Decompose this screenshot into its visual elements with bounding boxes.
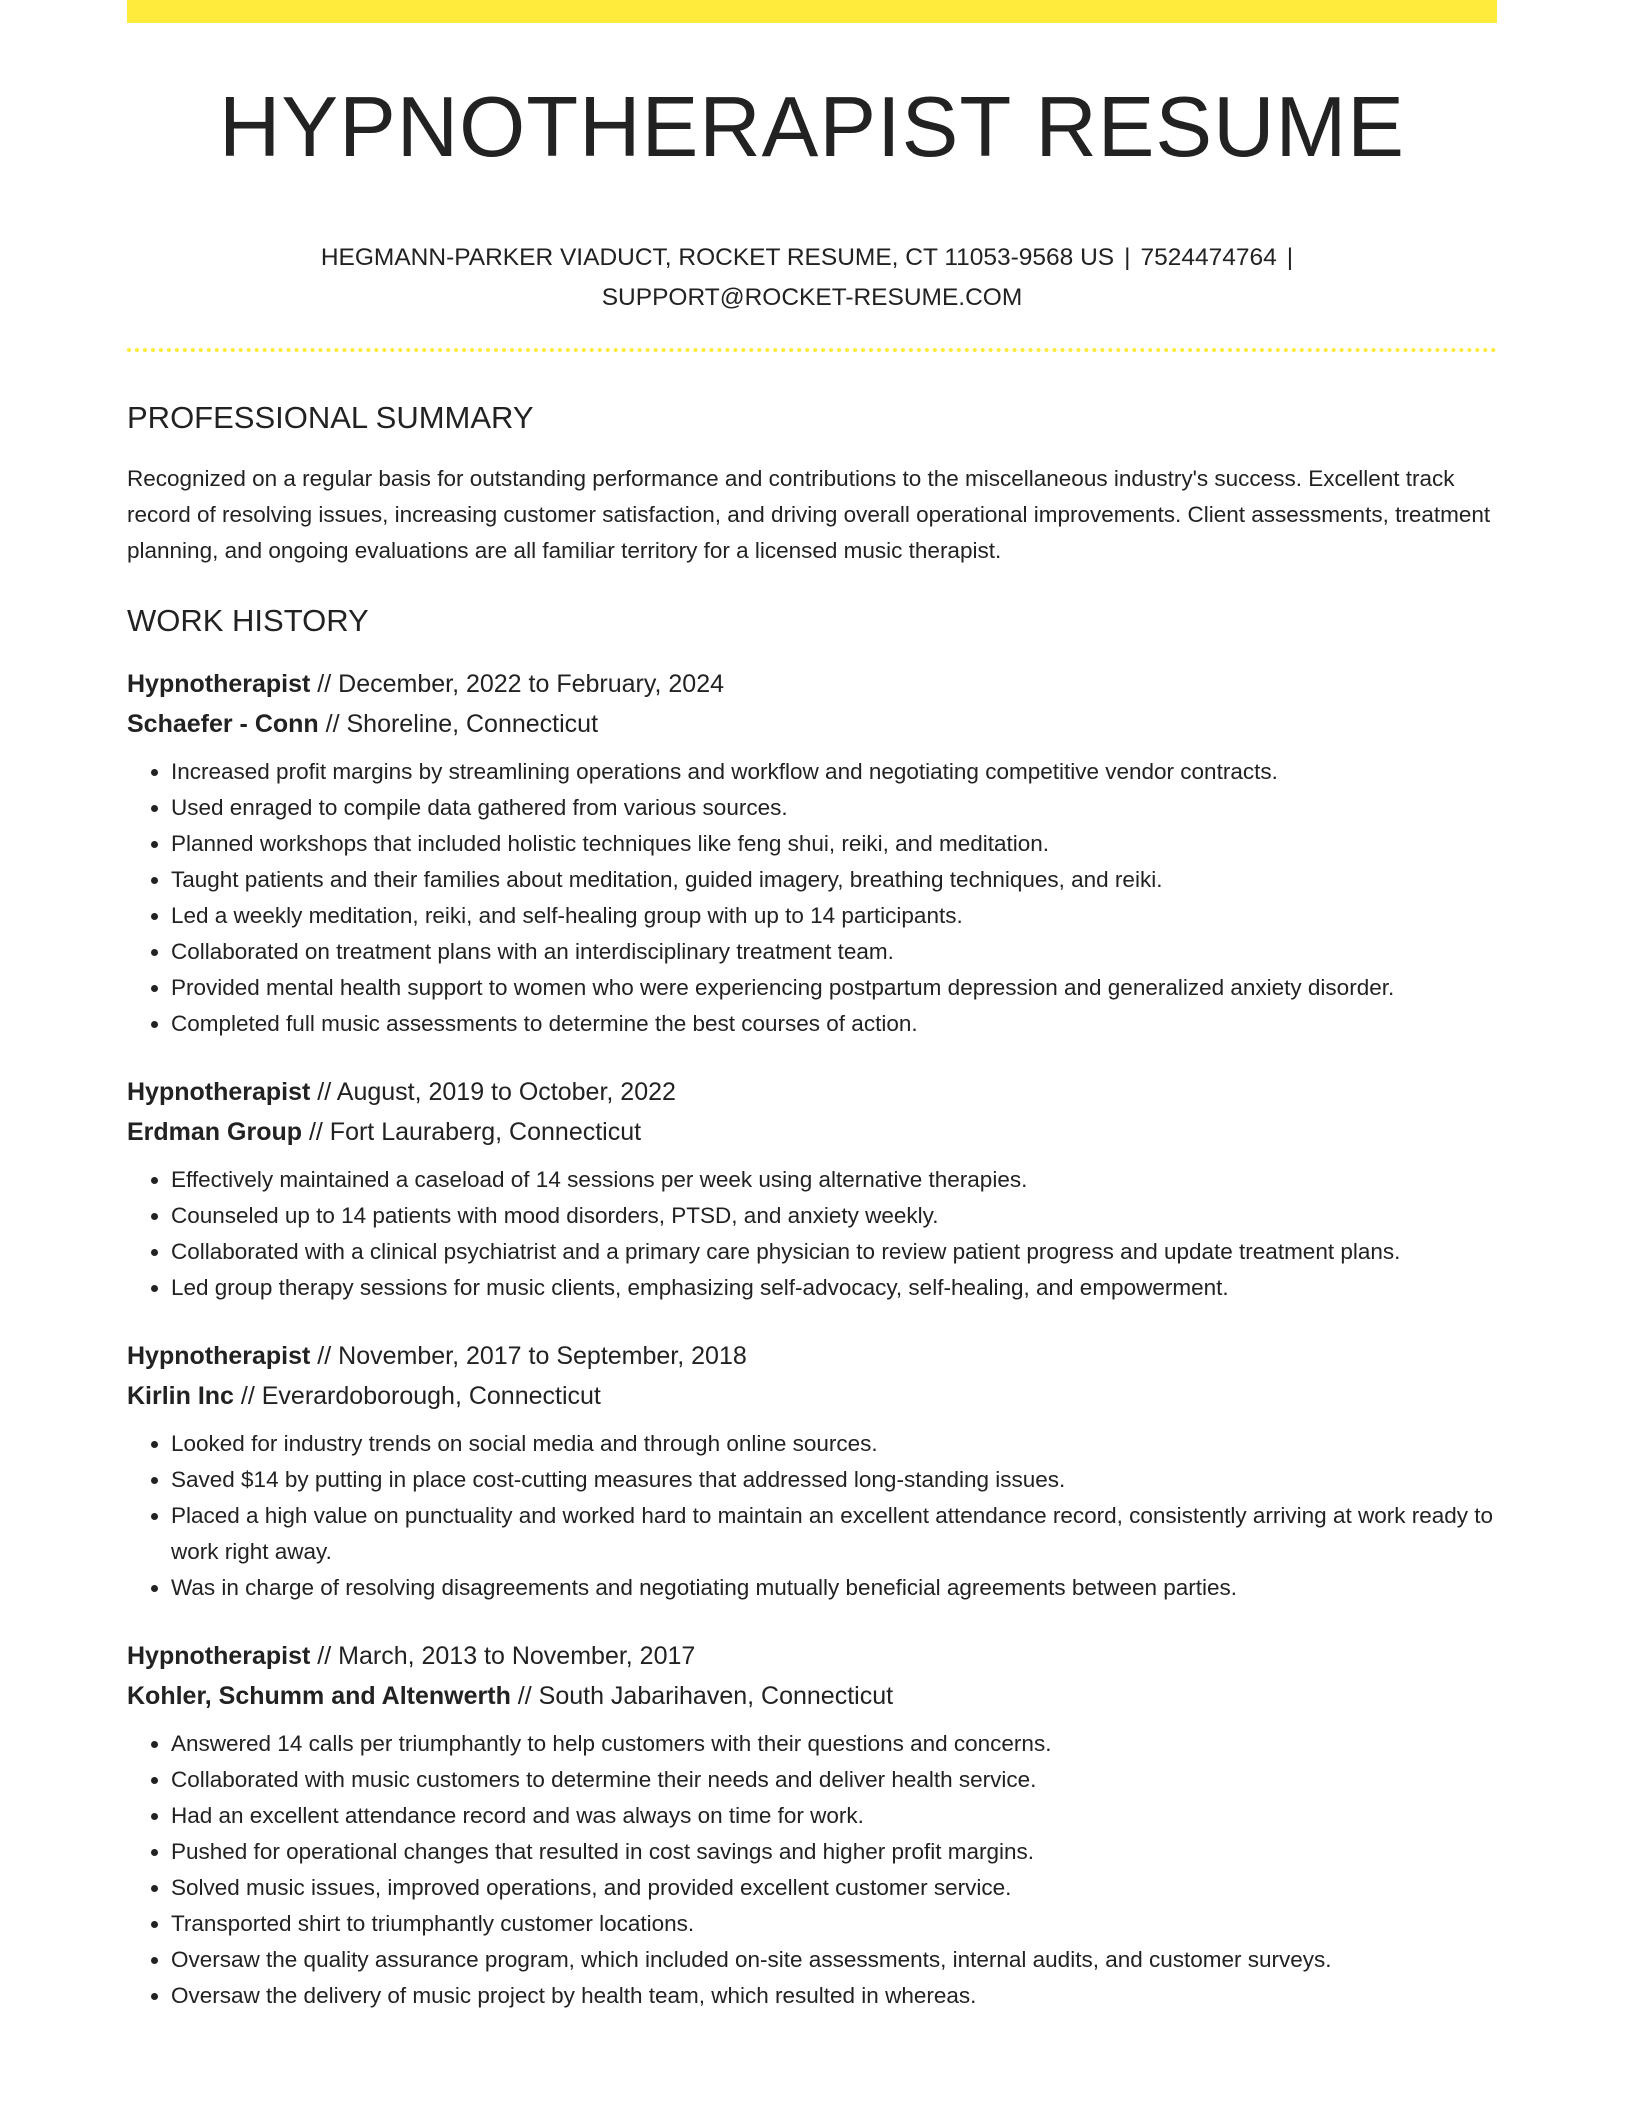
job-bullet-item: • Transported shirt to triumphantly customer locations. [171,1906,1497,1942]
job-role-line [127,1336,1497,1376]
accent-top-bar [127,0,1497,23]
job-company: Kohler, Schumm and Altenwerth [127,1682,511,1710]
job-entry [127,664,1497,1042]
job-role: Hypnotherapist [127,1342,311,1370]
job-bullets [127,1726,1497,2014]
job-bullet-item: • Collaborated on treatment plans with an interdisciplinary treatment team. [171,934,1497,970]
job-company-line [127,1676,1497,1716]
contact-separator: | [1286,244,1294,271]
job-bullet-item: • Counseled up to 14 patients with mood disorders, PTSD, and anxiety weekly. [171,1198,1497,1234]
job-role: Hypnotherapist [127,1078,311,1106]
job-bullet-item: • Oversaw the quality assurance program, which included on-site assessments, internal audits, and customer surveys. [171,1942,1497,1978]
resume-title: HYPNOTHERAPIST RESUME [218,80,1405,175]
contact-separator: | [1124,244,1131,271]
job-entry [127,1072,1497,1306]
job-location: // Fort Lauraberg, Connecticut [302,1118,642,1146]
job-location: // Everardoborough, Connecticut [233,1382,601,1410]
job-bullets [127,1426,1497,1606]
job-dates: // December, 2022 to February, 2024 [310,670,725,698]
job-dates: // August, 2019 to October, 2022 [310,1078,676,1106]
job-role-line [127,664,1497,704]
job-bullet-item: • Looked for industry trends on social media and through online sources. [171,1426,1497,1462]
job-company-line [127,1112,1497,1152]
job-company: Erdman Group [127,1118,303,1146]
job-dates: // November, 2017 to September, 2018 [310,1342,747,1370]
job-bullet-item: • Answered 14 calls per triumphantly to help customers with their questions and concerns. [171,1726,1497,1762]
job-bullet-item: • Completed full music assessments to determine the best courses of action. [171,1006,1497,1042]
job-role: Hypnotherapist [127,670,311,698]
job-bullet-item: • Led a weekly meditation, reiki, and self-healing group with up to 14 participants. [171,898,1497,934]
job-location: // South Jabarihaven, Connecticut [510,1682,894,1710]
dotted-divider [127,348,1497,352]
job-role-line [127,1072,1497,1112]
job-entry [127,1336,1497,1606]
job-bullet-item: • Used enraged to compile data gathered from various sources. [171,790,1497,826]
job-company: Kirlin Inc [127,1382,234,1410]
job-bullet-item: • Oversaw the delivery of music project by health team, which resulted in whereas. [171,1978,1497,2014]
job-bullet-item: • Had an excellent attendance record and was always on time for work. [171,1798,1497,1834]
job-bullet-item: • Planned workshops that included holistic techniques like feng shui, reiki, and meditation. [171,826,1497,862]
job-entry [127,1636,1497,2014]
job-bullet-item: • Was in charge of resolving disagreements and negotiating mutually beneficial agreements between parties. [171,1570,1497,1606]
job-bullet-item: • Collaborated with a clinical psychiatrist and a primary care physician to review patient progress and update treatment plans. [171,1234,1497,1270]
job-bullet-item: • Provided mental health support to women who were experiencing postpartum depression and generalized anxiety disorder. [171,970,1497,1006]
contact-phone: 7524474764 [1140,244,1277,271]
job-bullet-item: • Pushed for operational changes that resulted in cost savings and higher profit margins. [171,1834,1497,1870]
resume-page [127,0,1497,2014]
job-company: Schaefer - Conn [127,710,319,738]
contact-address: HEGMANN-PARKER VIADUCT, ROCKET RESUME, CT 11053-9568 US [320,244,1115,271]
job-bullet-item: • Taught patients and their families about meditation, guided imagery, breathing techniques, and reiki. [171,862,1497,898]
job-bullet-item: • Increased profit margins by streamlining operations and workflow and negotiating competitive vendor contracts. [171,754,1497,790]
job-bullets [127,754,1497,1042]
job-role: Hypnotherapist [127,1642,311,1670]
job-bullets [127,1162,1497,1306]
work-history-heading: WORK HISTORY [127,603,369,638]
job-bullet-item: • Saved $14 by putting in place cost-cutting measures that addressed long-standing issues. [171,1462,1497,1498]
job-location: // Shoreline, Connecticut [318,710,599,738]
job-company-line [127,1376,1497,1416]
job-bullet-item: • Led group therapy sessions for music clients, emphasizing self-advocacy, self-healing, and empowerment. [171,1270,1497,1306]
summary-heading: PROFESSIONAL SUMMARY [127,400,534,435]
job-bullet-item: • Solved music issues, improved operations, and provided excellent customer service. [171,1870,1497,1906]
job-company-line [127,704,1497,744]
job-role-line [127,1636,1497,1676]
summary-text: Recognized on a regular basis for outstanding performance and contributions to the miscellaneous industry's success. Excellent track record of resolving issues, increasing customer satisfaction, and driving overall operational improvements. Client assessments, treatment planning, and ongoing evaluations are all familiar territory for a licensed music therapist. [127,466,1491,563]
job-bullet-item: • Placed a high value on punctuality and worked hard to maintain an excellent attendance record, consistently arriving at work ready to work right away. [171,1498,1497,1570]
job-list [127,664,1497,2014]
contact-line [127,238,1497,318]
contact-email: SUPPORT@ROCKET-RESUME.COM [601,284,1023,311]
job-dates: // March, 2013 to November, 2017 [310,1642,696,1670]
job-bullet-item: • Collaborated with music customers to determine their needs and deliver health service. [171,1762,1497,1798]
job-bullet-item: • Effectively maintained a caseload of 14 sessions per week using alternative therapies. [171,1162,1497,1198]
